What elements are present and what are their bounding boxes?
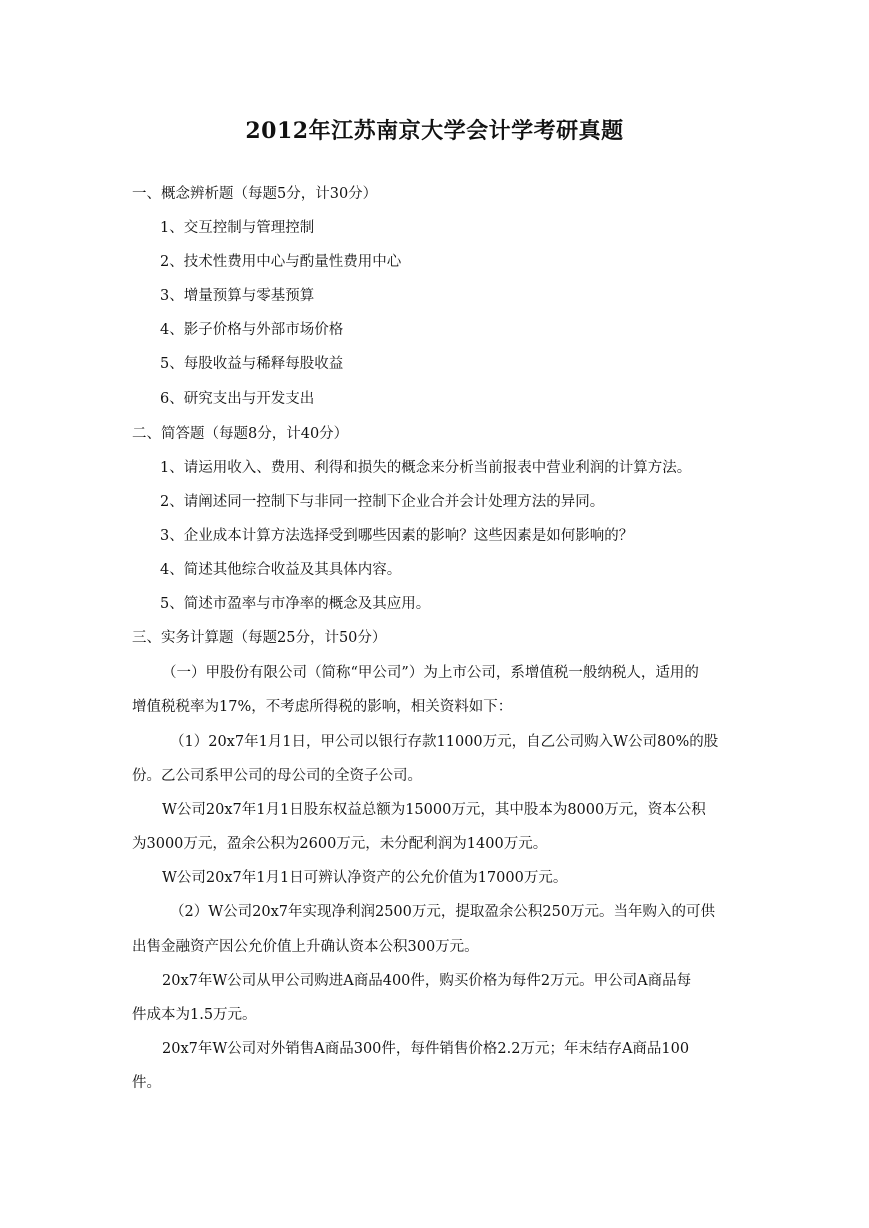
question-item: 5、每股收益与稀释每股收益 (160, 356, 344, 372)
paragraph-line: （一）甲股份有限公司（简称“甲公司”）为上市公司，系增值税一般纳税人，适用的 (162, 665, 699, 681)
paragraph-line: 20x7年W公司从甲公司购进A商品400件，购买价格为每件2万元。甲公司A商品每 (162, 973, 692, 989)
document-title: 2012年江苏南京大学会计学考研真题 (245, 118, 624, 144)
paragraph-line: 为3000万元，盈余公积为2600万元，未分配利润为1400万元。 (132, 836, 548, 852)
paragraph-line: 增值税税率为17%，不考虑所得税的影响，相关资料如下： (132, 699, 513, 715)
paragraph-line: （2）W公司20x7年实现净利润2500万元，提取盈余公积250万元。当年购入的可供 (170, 904, 716, 920)
paragraph-line: 份。乙公司系甲公司的母公司的全资子公司。 (132, 768, 422, 784)
question-item: 1、交互控制与管理控制 (160, 220, 315, 236)
section-heading-3: 三、实务计算题（每题25分，计50分） (132, 630, 387, 646)
question-item: 4、简述其他综合收益及其具体内容。 (160, 562, 402, 578)
paragraph-line: W公司20x7年1月1日股东权益总额为15000万元，其中股本为8000万元，资本公积 (162, 802, 706, 818)
paragraph-line: （1）20x7年1月1日，甲公司以银行存款11000万元，自乙公司购入W公司80%的股 (170, 734, 719, 750)
section-heading-1: 一、概念辨析题（每题5分，计30分） (132, 186, 378, 202)
question-item: 5、简述市盈率与市净率的概念及其应用。 (160, 596, 431, 612)
paragraph-line: 20x7年W公司对外销售A商品300件，每件销售价格2.2万元；年末结存A商品100 (162, 1041, 690, 1057)
paragraph-line: W公司20x7年1月1日可辨认净资产的公允价值为17000万元。 (162, 870, 568, 886)
question-item: 2、请阐述同一控制下与非同一控制下企业合并会计处理方法的异同。 (160, 494, 605, 510)
question-item: 3、增量预算与零基预算 (160, 288, 315, 304)
question-item: 1、请运用收入、费用、利得和损失的概念来分析当前报表中营业利润的计算方法。 (160, 460, 692, 476)
paragraph-line: 件。 (132, 1075, 161, 1091)
question-item: 3、企业成本计算方法选择受到哪些因素的影响？这些因素是如何影响的？ (160, 528, 634, 544)
question-item: 6、研究支出与开发支出 (160, 391, 315, 407)
question-item: 4、影子价格与外部市场价格 (160, 322, 344, 338)
section-heading-2: 二、简答题（每题8分，计40分） (132, 426, 349, 442)
question-item: 2、技术性费用中心与酌量性费用中心 (160, 254, 402, 270)
paragraph-line: 件成本为1.5万元。 (132, 1007, 257, 1023)
paragraph-line: 出售金融资产因公允价值上升确认资本公积300万元。 (132, 939, 479, 955)
